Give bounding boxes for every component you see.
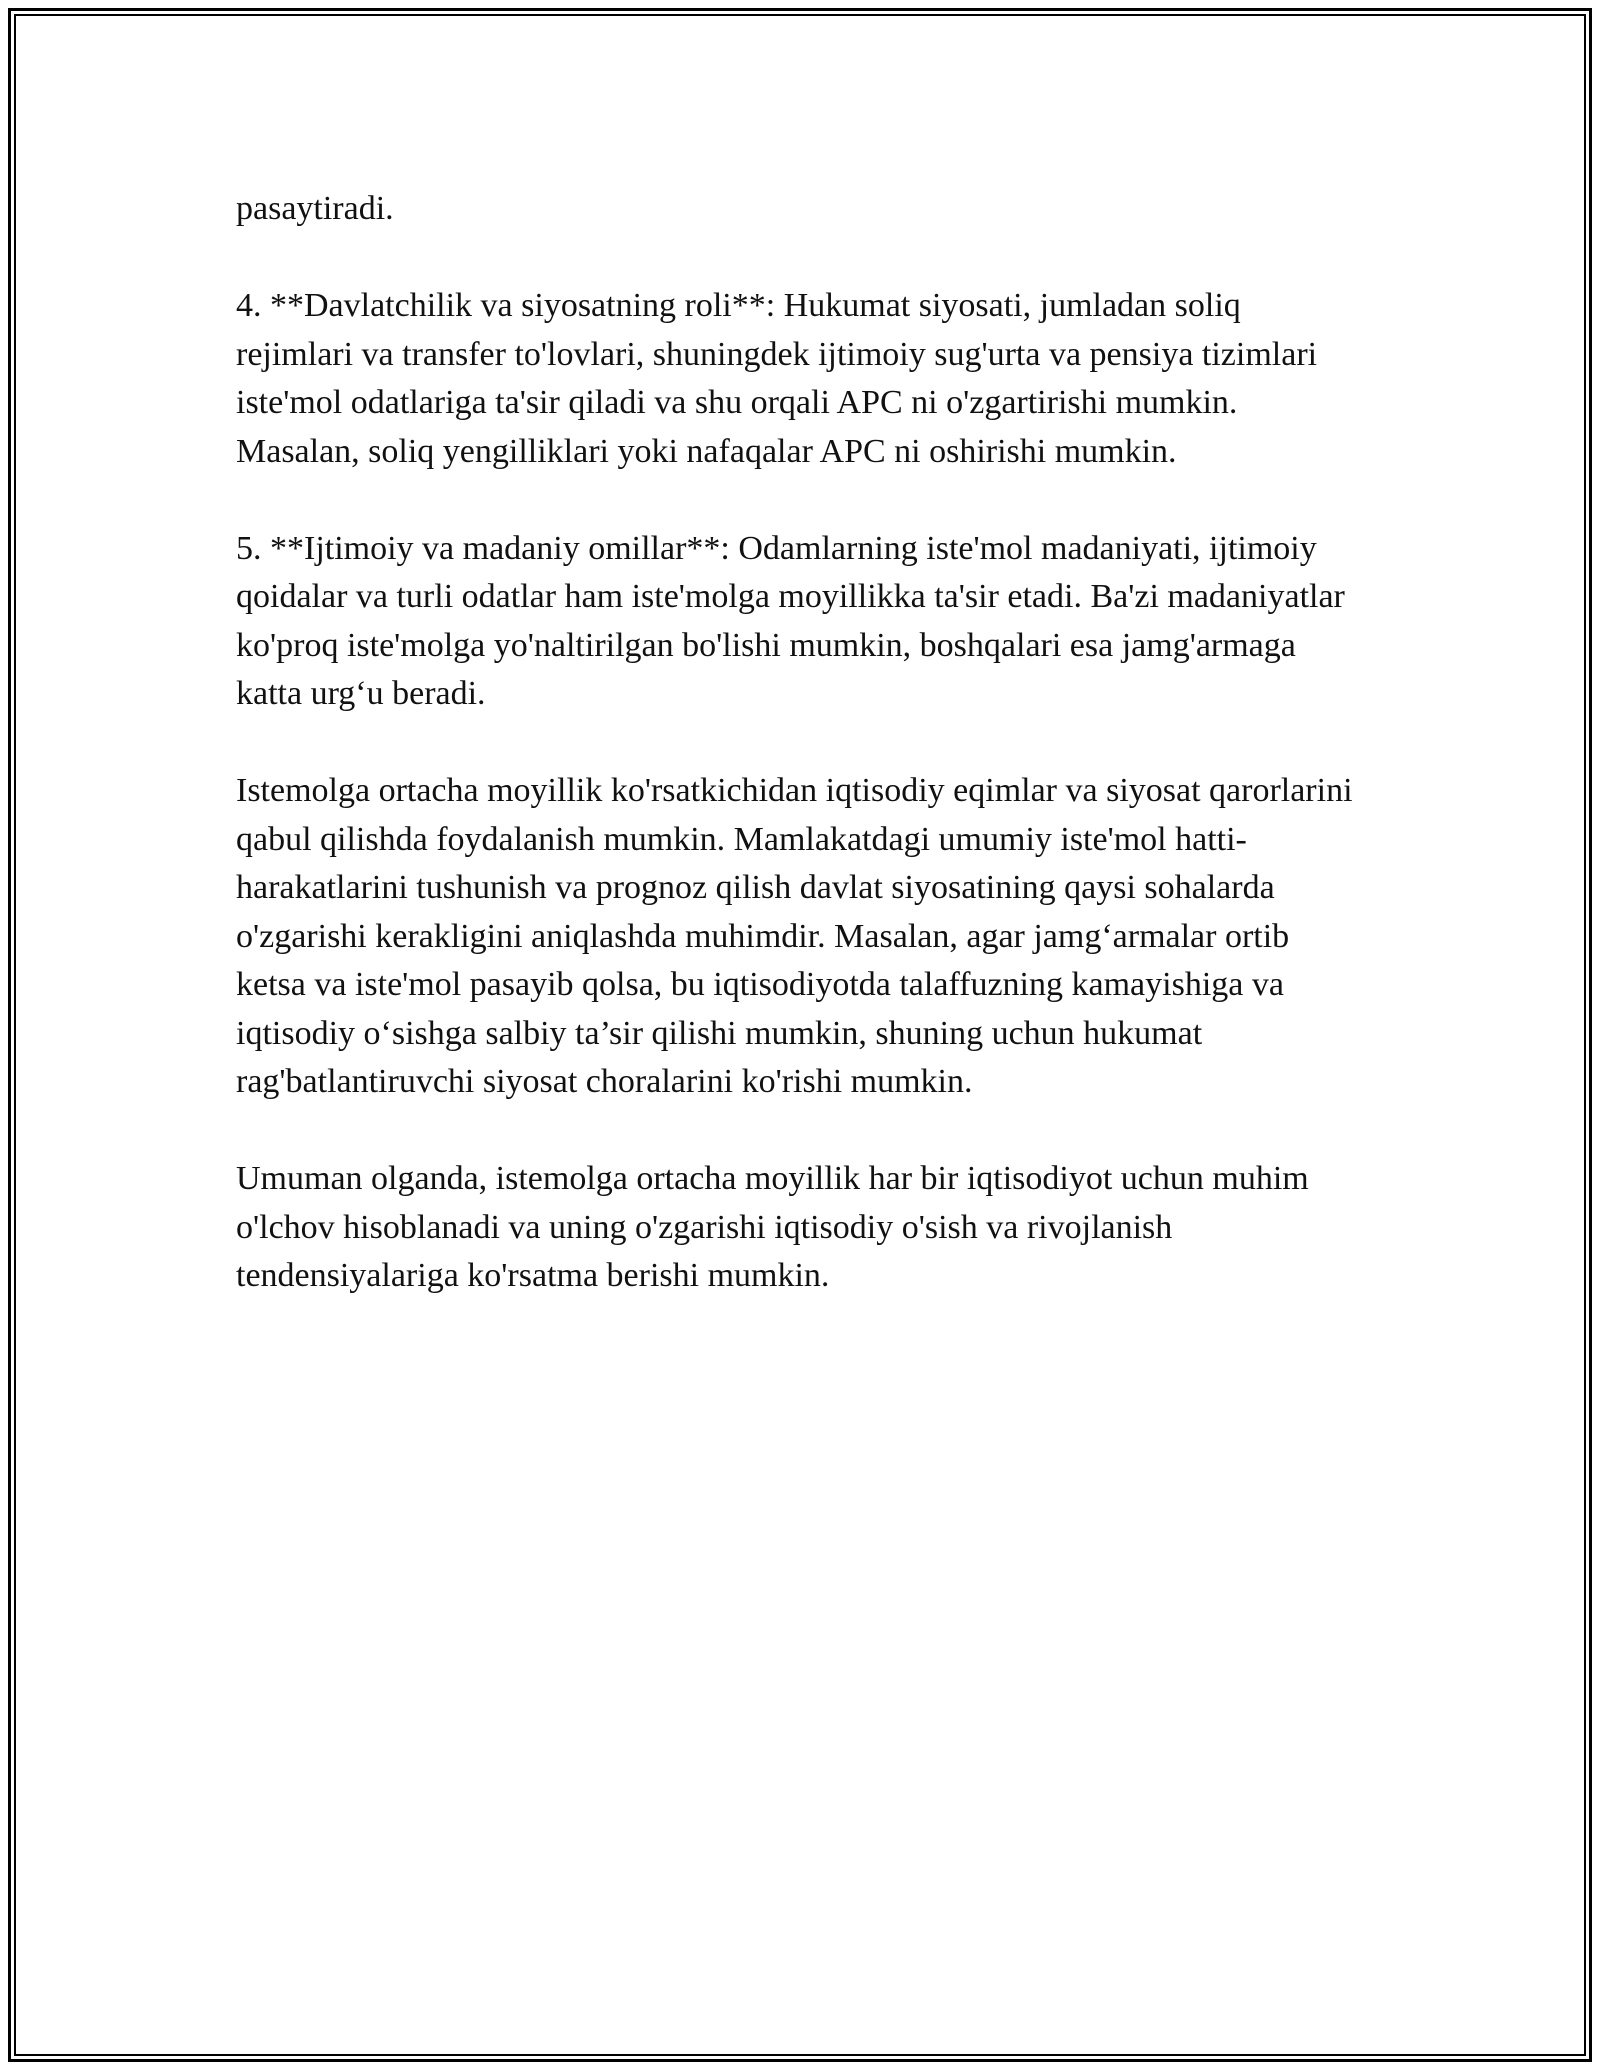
paragraph-usage: Istemolga ortacha moyillik ko'rsatkichidan iqtisodiy eqimlar va siyosat qarorlarini qabul qilishda foydalanish mumkin. Mamlakatdagi umumiy iste'mol hatti-harakatlarini tushunish va prognoz qilish davlat siyosatining qaysi sohalarda o'zgarishi kerakligini aniqlashda muhimdir. Masalan, agar jamg‘armalar ortib ketsa va iste'mol pasayib qolsa, bu iqtisodiyotda talaffuzning kamayishiga va iqtisodiy o‘sishga salbiy ta’sir qilishi mumkin, shuning uchun hukumat rag'batlantiruvchi siyosat choralarini ko'rishi mumkin. [236,772,1353,1100]
paragraph-item-4: 4. **Davlatchilik va siyosatning roli**: Hukumat siyosati, jumladan soliq rejimlari va transfer to'lovlari, shuningdek ijtimoiy sug'urta va pensiya tizimlari iste'mol odatlariga ta'sir qiladi va shu orqali APC ni o'zgartirishi mumkin. Masalan, soliq yengilliklari yoki nafaqalar APC ni oshirishi mumkin. [236,287,1318,470]
document-body [236,185,1366,1301]
paragraph-item-5: 5. **Ijtimoiy va madaniy omillar**: Odamlarning iste'mol madaniyati, ijtimoiy qoidalar va turli odatlar ham iste'molga moyillikka ta'sir etadi. Ba'zi madaniyatlar ko'proq iste'molga yo'naltirilgan bo'lishi mumkin, boshqalari esa jamg'armaga katta urg‘u beradi. [236,529,1345,712]
paragraph-conclusion: Umuman olganda, istemolga ortacha moyillik har bir iqtisodiyot uchun muhim o'lchov hisoblanadi va uning o'zgarishi iqtisodiy o'sish va rivojlanish tendensiyalariga ko'rsatma berishi mumkin. [236,1160,1309,1294]
paragraph-continuation: pasaytiradi. [236,190,394,227]
